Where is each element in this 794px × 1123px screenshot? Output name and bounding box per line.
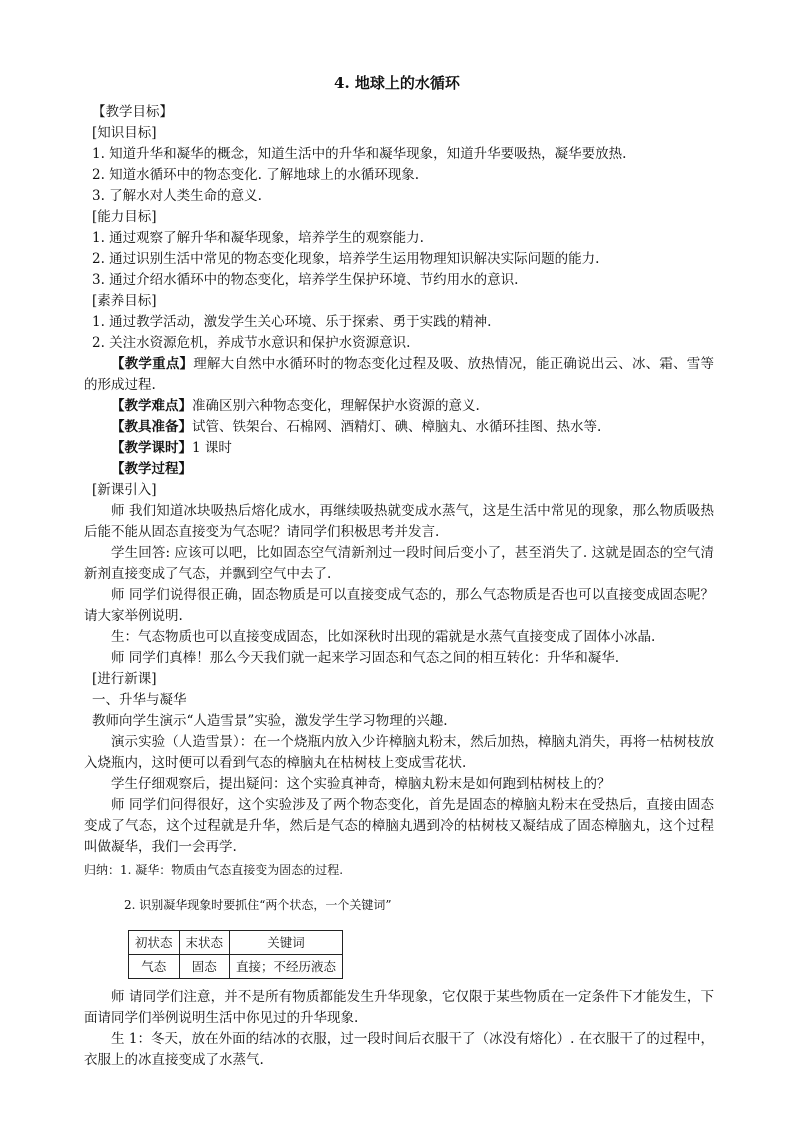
document-body <box>84 102 714 1071</box>
subheading-quality: [素养目标] <box>92 293 157 309</box>
ability-item-2: 2. 通过识别生活中常见的物态变化现象，培养学生运用物理知识解决实际问题的能力. <box>92 251 600 267</box>
paragraph-9: 师 同学们问得很好，这个实验涉及了两个物态变化，首先是固态的樟脑丸粉末在受热后，直接由固态变成了气态，这个过程就是升华，然后是气态的樟脑丸遇到冷的枯树枝又凝结成了固态樟脑丸，这个过程叫做凝华，我们一会再学. <box>84 797 714 855</box>
table-row <box>129 955 343 979</box>
table-cell: 固态 <box>179 955 230 979</box>
knowledge-item-3: 3. 了解水对人类生命的意义. <box>92 188 262 204</box>
paragraph-6: 教师向学生演示“人造雪景”实验，激发学生学习物理的兴趣. <box>92 713 448 729</box>
page-title: 4. 地球上的水循环 <box>334 74 460 92</box>
paragraph-10: 师 请同学们注意，并不是所有物质都能发生升华现象，它仅限于某些物质在一定条件下才能发生，下面请同学们举例说明生活中你见过的升华现象. <box>84 989 714 1026</box>
quality-item-2: 2. 关注水资源危机，养成节水意识和保护水资源意识. <box>92 335 411 351</box>
teaching-focus-label: 【教学重点】 <box>111 356 194 372</box>
paragraph-2: 学生回答: 应该可以吧，比如固态空气清新剂过一段时间后变小了，甚至消失了. 这就是固态的空气清新剂直接变成了气态，并飘到空气中去了. <box>84 545 714 582</box>
teaching-hours-text: 1 课时 <box>192 440 232 456</box>
teaching-focus <box>84 354 714 396</box>
paragraph-5: 师 同学们真棒！那么今天我们就一起来学习固态和气态之间的相互转化：升华和凝华. <box>111 650 620 666</box>
table-header-cell: 初状态 <box>129 931 180 955</box>
paragraph-3: 师 同学们说得很正确，固态物质是可以直接变成气态的，那么气态物质是否也可以直接变成固态呢？请大家举例说明. <box>84 587 714 624</box>
subheading-ability: [能力目标] <box>92 209 157 225</box>
teaching-difficulty <box>84 396 714 417</box>
teaching-tools <box>84 417 714 438</box>
teaching-hours-label: 【教学课时】 <box>111 440 192 456</box>
subheading-knowledge: [知识目标] <box>92 125 157 141</box>
summary-2: 2. 识别凝华现象时要抓住“两个状态，一个关键词” <box>124 898 392 912</box>
paragraph-1: 师 我们知道冰块吸热后熔化成水，再继续吸热就变成水蒸气，这是生活中常见的现象，那么物质吸热后能不能从固态直接变为气态呢？请同学们积极思考并发言. <box>84 503 714 540</box>
paragraph-8: 学生仔细观察后，提出疑问：这个实验真神奇，樟脑丸粉末是如何跑到枯树枝上的？ <box>111 776 611 792</box>
teaching-focus-text: 理解大自然中水循环时的物态变化过程及吸、放热情况，能正确说出云、冰、霜、雪等的形成过程. <box>84 356 715 393</box>
teaching-process-heading: 【教学过程】 <box>111 461 192 477</box>
table-cell: 气态 <box>129 955 180 979</box>
paragraph-4: 生：气态物质也可以直接变成固态，比如深秋时出现的霜就是水蒸气直接变成了固体小冰晶. <box>111 629 656 645</box>
teaching-difficulty-text: 准确区别六种物态变化，理解保护水资源的意义. <box>192 398 480 414</box>
table-cell: 直接；不经历液态 <box>230 955 343 979</box>
table-header-cell: 关键词 <box>230 931 343 955</box>
teaching-tools-label: 【教具准备】 <box>111 419 192 435</box>
table-header-cell: 末状态 <box>179 931 230 955</box>
quality-item-1: 1. 通过教学活动，激发学生关心环境、乐于探索、勇于实践的精神. <box>92 314 492 330</box>
ability-item-3: 3. 通过介绍水循环中的物态变化，培养学生保护环境、节约用水的意识. <box>92 272 519 288</box>
ability-item-1: 1. 通过观察了解升华和凝华现象，培养学生的观察能力. <box>92 230 424 246</box>
summary-1: 归纳：1. 凝华：物质由气态直接变为固态的过程. <box>84 863 344 877</box>
teaching-difficulty-label: 【教学难点】 <box>111 398 192 414</box>
section-heading-goals: 【教学目标】 <box>92 104 173 120</box>
paragraph-7: 演示实验（人造雪景）：在一个烧瓶内放入少许樟脑丸粉末，然后加热，樟脑丸消失，再将一枯树枝放入烧瓶内，这时便可以看到气态的樟脑丸在枯树枝上变成雪花状. <box>84 734 714 771</box>
state-table <box>128 930 343 979</box>
paragraph-11: 生 1：冬天，放在外面的结冰的衣服，过一段时间后衣服干了（冰没有熔化）. 在衣服干了的过程中，衣服上的冰直接变成了水蒸气. <box>84 1031 714 1068</box>
subheading-new-lesson: [进行新课] <box>92 671 157 687</box>
knowledge-item-1: 1. 知道升华和凝华的概念，知道生活中的升华和凝华现象，知道升华要吸热，凝华要放热. <box>92 146 627 162</box>
knowledge-item-2: 2. 知道水循环中的物态变化. 了解地球上的水循环现象. <box>92 167 420 183</box>
table-header-row <box>129 931 343 955</box>
teaching-hours <box>84 438 714 459</box>
subheading-intro: [新课引入] <box>92 482 157 498</box>
teaching-tools-text: 试管、铁架台、石棉网、酒精灯、碘、樟脑丸、水循环挂图、热水等. <box>192 419 602 435</box>
section-sublimation: 一、升华与凝华 <box>92 692 187 708</box>
